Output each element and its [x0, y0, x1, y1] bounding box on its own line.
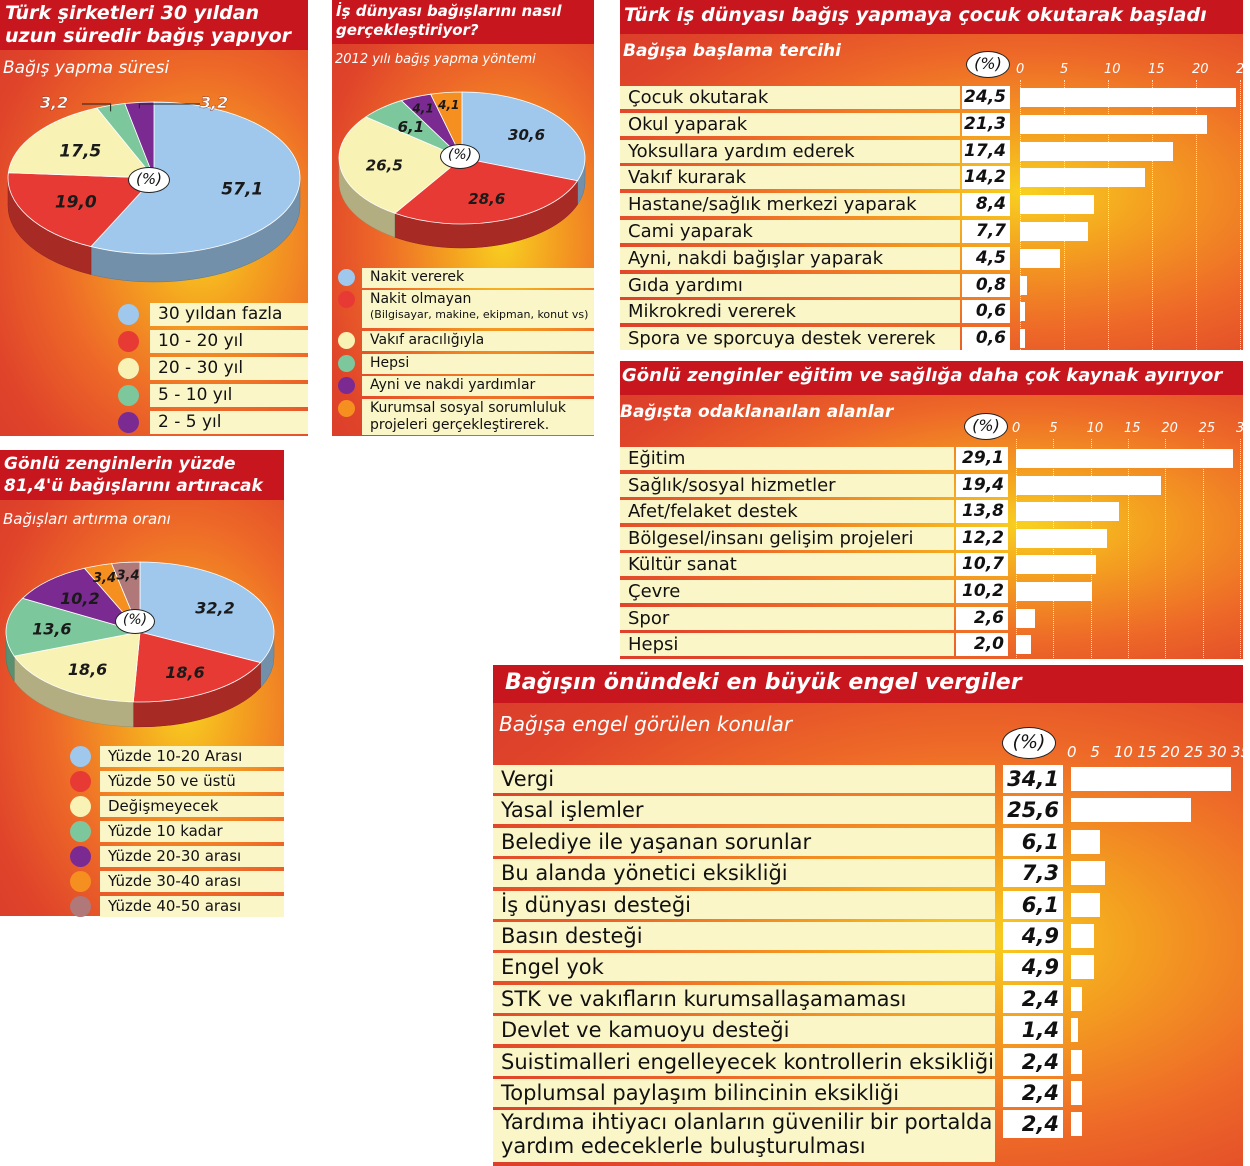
value-label: 4,5: [962, 247, 1010, 270]
bar: [1020, 115, 1207, 134]
legend-label: 30 yıldan fazla: [150, 303, 308, 326]
x-tick-label: 5: [1090, 743, 1100, 761]
category-label: Devlet ve kamuoyu desteği: [493, 1016, 995, 1044]
bar: [1016, 529, 1107, 548]
legend-label: Nakit olmayan (Bilgisayar, makine, ekipman, konut vs): [362, 290, 594, 328]
value-label: 2,0: [956, 633, 1008, 656]
legend-swatch: [338, 332, 355, 349]
pie-value-label-4: 10,2: [60, 589, 100, 609]
legend-label: Hepsi: [362, 354, 594, 374]
bar-row: [493, 1079, 1243, 1107]
category-label: Engel yok: [493, 953, 995, 981]
legend-row: [0, 357, 308, 380]
bar-row: [620, 86, 1243, 109]
value-label: 25,6: [1003, 796, 1063, 824]
category-label: Yardıma ihtiyacı olanların güvenilir bir portalda yardım edeceklerle buluşturulması: [493, 1110, 995, 1162]
legend-row: [0, 846, 284, 867]
category-label: Suistimalleri engelleyecek kontrollerin eksikliği: [493, 1048, 995, 1076]
category-label: Çocuk okutarak: [620, 86, 960, 109]
bar-row: [493, 1016, 1243, 1044]
x-tick-label: 0: [1012, 421, 1021, 436]
bar: [1071, 1018, 1078, 1042]
pie2-unit-label: (%): [440, 144, 480, 169]
bar-row: [620, 527, 1243, 550]
bar1-title-text: Türk iş dünyası bağış yapmaya çocuk okutarak başladı: [624, 4, 1207, 26]
bar: [1071, 1050, 1082, 1074]
bar: [1020, 249, 1060, 268]
bar: [1071, 1081, 1082, 1105]
legend-row: [0, 896, 284, 917]
bar-row: [620, 193, 1243, 216]
legend-label: Yüzde 50 ve üstü: [100, 771, 284, 792]
pie-panel-duration: [0, 0, 308, 436]
bar-row: [620, 633, 1243, 656]
bar-row: [620, 500, 1243, 523]
category-label: Sağlık/sosyal hizmetler: [620, 474, 954, 497]
bar-row: [620, 166, 1243, 189]
pie2-chart: [332, 78, 594, 263]
legend-row: [332, 376, 594, 396]
legend-label: Ayni ve nakdi yardımlar: [362, 376, 594, 396]
category-label: Belediye ile yaşanan sorunlar: [493, 828, 995, 856]
pie-value-label-3: 6,1: [397, 117, 425, 136]
bar-row: [493, 985, 1243, 1013]
category-label: Spora ve sporcuya destek vererek: [620, 327, 960, 350]
bar: [1016, 635, 1031, 654]
x-tick-label: 25: [1184, 743, 1204, 761]
bar: [1071, 893, 1100, 917]
value-label: 0,8: [962, 274, 1010, 297]
legend-row: [0, 821, 284, 842]
pie-value-label-4: 4,1: [412, 101, 434, 116]
value-label: 12,2: [956, 527, 1008, 550]
category-label: Hastane/sağlık merkezi yaparak: [620, 193, 960, 216]
bar: [1016, 476, 1161, 495]
pie-panel-increase: [0, 450, 284, 916]
x-tick-label: 20: [1160, 743, 1180, 761]
pie2-title: [332, 0, 594, 44]
bar-row: [620, 580, 1243, 603]
legend-row: [0, 384, 308, 407]
bar-panel-focus: [620, 361, 1243, 659]
bar: [1016, 449, 1233, 468]
legend-row: [0, 746, 284, 767]
bar1-subtitle: Bağışa başlama tercihi: [623, 41, 841, 61]
legend-label: Kurumsal sosyal sorumluluk projeleri gerçekleştirerek.: [362, 399, 594, 435]
legend-swatch: [70, 746, 91, 767]
value-label: 10,2: [956, 580, 1008, 603]
bar-row: [493, 953, 1243, 981]
value-label: 10,7: [956, 553, 1008, 576]
bar: [1016, 555, 1096, 574]
legend-label: 20 - 30 yıl: [150, 357, 308, 380]
legend-swatch: [118, 358, 139, 379]
bar: [1020, 168, 1145, 187]
legend-label: 2 - 5 yıl: [150, 411, 308, 434]
bar: [1071, 830, 1100, 854]
bar: [1071, 861, 1105, 885]
bar2-plot: [620, 361, 1243, 659]
pie1-unit-label: (%): [128, 167, 170, 193]
x-tick-label: 0: [1016, 62, 1025, 77]
category-label: Kültür sanat: [620, 553, 954, 576]
bar: [1016, 502, 1119, 521]
category-label: Afet/felaket destek: [620, 500, 954, 523]
value-label: 14,2: [962, 166, 1010, 189]
bar2-subtitle: Bağışta odaklanaılan alanlar: [620, 402, 894, 422]
bar-row: [620, 327, 1243, 350]
pie1-subtitle: Bağış yapma süresi: [3, 58, 170, 78]
value-label: 2,4: [1003, 985, 1063, 1013]
pie3-chart: [0, 548, 284, 738]
bar-row: [620, 113, 1243, 136]
bar-row: [493, 859, 1243, 887]
bar-row: [620, 447, 1243, 470]
pie-value-label-3: 13,6: [32, 619, 72, 639]
category-label: Gıda yardımı: [620, 274, 960, 297]
value-label: 0,6: [962, 300, 1010, 323]
legend-row: [0, 771, 284, 792]
bar-row: [493, 922, 1243, 950]
legend-row: [0, 871, 284, 892]
pie-value-label-0: 32,2: [195, 598, 235, 618]
bar: [1020, 329, 1025, 348]
x-tick-label: 15: [1137, 743, 1157, 761]
bar-row: [493, 891, 1243, 919]
pie-value-label-6: 3,4: [116, 568, 140, 584]
legend-row: [332, 399, 594, 435]
legend-swatch: [118, 412, 139, 433]
legend-swatch: [70, 871, 91, 892]
value-label: 2,4: [1003, 1048, 1063, 1076]
bar: [1020, 276, 1027, 295]
legend-label: 5 - 10 yıl: [150, 384, 308, 407]
category-label: İş dünyası desteği: [493, 891, 995, 919]
pie1-title-text: Türk şirketleri 30 yıldan uzun süredir bağış yapıyor: [5, 2, 292, 47]
value-label: 1,4: [1003, 1016, 1063, 1044]
bar3-title-text: Bağışın önündeki en büyük engel vergiler: [505, 670, 1022, 695]
bar: [1071, 924, 1094, 948]
x-tick-label: 5: [1049, 421, 1058, 436]
bar3-subtitle: Bağışa engel görülen konular: [499, 712, 793, 736]
legend-label: Vakıf aracılığıyla: [362, 331, 594, 351]
legend-row: [332, 290, 594, 328]
legend-swatch: [70, 771, 91, 792]
bar: [1020, 195, 1094, 214]
bar1-plot: [620, 0, 1243, 350]
category-label: Hepsi: [620, 633, 954, 656]
value-label: 2,6: [956, 607, 1008, 630]
category-label: STK ve vakıfların kurumsallaşamaması: [493, 985, 995, 1013]
bar: [1016, 609, 1035, 628]
category-label: Yasal işlemler: [493, 796, 995, 824]
pie2-subtitle: 2012 yılı bağış yapma yöntemi: [335, 52, 536, 67]
legend-row: [0, 411, 308, 434]
category-label: Cami yaparak: [620, 220, 960, 243]
legend-label: Yüzde 10 kadar: [100, 821, 284, 842]
bar: [1020, 222, 1088, 241]
legend-swatch: [338, 400, 355, 417]
value-label: 29,1: [956, 447, 1008, 470]
bar-panel-obstacles: [493, 665, 1250, 1166]
pie2-title-text: İş dünyası bağışlarını nasıl gerçekleştiriyor?: [336, 2, 562, 39]
legend-label: Değişmeyecek: [100, 796, 284, 817]
bar-row: [620, 220, 1243, 243]
pie-value-label-2: 26,5: [365, 156, 403, 175]
x-tick-label: 15: [1148, 62, 1165, 77]
bar-row: [620, 474, 1243, 497]
x-tick-label: 0: [1067, 743, 1077, 761]
legend-row: [332, 268, 594, 288]
value-label: 13,8: [956, 500, 1008, 523]
value-label: 2,4: [1003, 1110, 1063, 1138]
value-label: 2,4: [1003, 1079, 1063, 1107]
legend-row: [0, 796, 284, 817]
bar-row: [493, 1110, 1243, 1162]
bar: [1020, 88, 1236, 107]
bar2-title-text: Gönlü zenginler eğitim ve sağlığa daha çok kaynak ayırıyor: [622, 365, 1223, 386]
pie-value-label-2: 18,6: [67, 660, 108, 680]
bar-row: [493, 1048, 1243, 1076]
category-label: Okul yaparak: [620, 113, 960, 136]
bar3-plot: [493, 665, 1250, 1166]
x-tick-label: 35: [1231, 743, 1250, 761]
bar-panel-start: [620, 0, 1243, 350]
legend-label: Yüzde 20-30 arası: [100, 846, 284, 867]
pie1-title: [0, 0, 308, 50]
legend-label: Yüzde 10-20 Arası: [100, 746, 284, 767]
bar: [1020, 142, 1173, 161]
bar-row: [620, 274, 1243, 297]
bar: [1071, 987, 1082, 1011]
legend-swatch: [70, 846, 91, 867]
legend-row: [0, 303, 308, 326]
value-label: 24,5: [962, 86, 1010, 109]
bar-row: [620, 140, 1243, 163]
x-tick-label: 25: [1198, 421, 1216, 436]
bar: [1020, 302, 1025, 321]
category-label: Eğitim: [620, 447, 954, 470]
pie-value-label-5: 4,1: [438, 98, 460, 113]
pie3-unit-label: (%): [115, 609, 155, 634]
value-label: 21,3: [962, 113, 1010, 136]
value-label: 6,1: [1003, 828, 1063, 856]
category-label: Vakıf kurarak: [620, 166, 960, 189]
legend-swatch: [338, 355, 355, 372]
pie3-title: [0, 450, 284, 500]
bar-row: [620, 553, 1243, 576]
legend-swatch: [338, 291, 355, 308]
value-label: 34,1: [1003, 765, 1063, 793]
category-label: Basın desteği: [493, 922, 995, 950]
bar: [1016, 582, 1092, 601]
pie3-subtitle: Bağışları artırma oranı: [3, 510, 171, 528]
bar: [1071, 767, 1231, 791]
bar-row: [493, 765, 1243, 793]
legend-swatch: [338, 269, 355, 286]
pie-value-label-3: 3,2: [39, 93, 69, 112]
legend-label: Nakit vererek: [362, 268, 594, 288]
x-tick-label: 20: [1161, 421, 1178, 436]
legend-note: (Bilgisayar, makine, ekipman, konut vs): [370, 308, 589, 321]
legend-swatch: [338, 377, 355, 394]
pie-value-label-1: 18,6: [165, 662, 205, 682]
category-label: Bölgesel/insanı gelişim projeleri: [620, 527, 954, 550]
legend-row: [332, 331, 594, 351]
legend-swatch: [70, 796, 91, 817]
pie-value-label-4: 3,2: [199, 93, 229, 112]
bar3-unit-label: (%): [1002, 727, 1056, 759]
bar-row: [493, 828, 1243, 856]
bar: [1071, 798, 1191, 822]
bar1-unit-label: (%): [966, 51, 1010, 78]
value-label: 19,4: [956, 474, 1008, 497]
x-tick-label: 30: [1207, 743, 1227, 761]
pie-value-label-0: 30,6: [508, 125, 546, 144]
value-label: 6,1: [1003, 891, 1063, 919]
category-label: Bu alanda yönetici eksikliği: [493, 859, 995, 887]
pie-value-label-5: 3,4: [93, 571, 117, 587]
x-tick-label: 10: [1104, 62, 1121, 77]
category-label: Mikrokredi vererek: [620, 300, 960, 323]
value-label: 8,4: [962, 193, 1010, 216]
bar2-unit-label: (%): [964, 413, 1008, 440]
bar: [1071, 1112, 1082, 1136]
pie-value-label-1: 28,6: [468, 190, 506, 209]
category-label: Vergi: [493, 765, 995, 793]
bar-row: [620, 300, 1243, 323]
bar-row: [493, 796, 1243, 824]
value-label: 7,7: [962, 220, 1010, 243]
category-label: Spor: [620, 607, 954, 630]
value-label: 17,4: [962, 140, 1010, 163]
category-label: Yoksullara yardım ederek: [620, 140, 960, 163]
x-tick-label: 5: [1060, 62, 1069, 77]
pie-panel-method: [332, 0, 594, 436]
x-tick-label: 2: [1236, 62, 1245, 77]
legend-row: [332, 354, 594, 374]
legend-swatch: [118, 331, 139, 352]
legend-label: Yüzde 40-50 arası: [100, 896, 284, 917]
value-label: 4,9: [1003, 953, 1063, 981]
x-tick-label: 3: [1236, 421, 1245, 436]
x-tick-label: 10: [1086, 421, 1104, 436]
legend-label: Yüzde 30-40 arası: [100, 871, 284, 892]
bar: [1071, 955, 1094, 979]
pie1-chart: [0, 90, 308, 300]
pie-value-label-1: 19,0: [54, 192, 97, 213]
category-label: Toplumsal paylaşım bilincinin eksikliği: [493, 1079, 995, 1107]
x-tick-label: 20: [1192, 62, 1209, 77]
category-label: Çevre: [620, 580, 954, 603]
legend-swatch: [118, 304, 139, 325]
bar-row: [620, 247, 1243, 270]
legend-label: 10 - 20 yıl: [150, 330, 308, 353]
value-label: 0,6: [962, 327, 1010, 350]
pie-value-label-0: 57,1: [221, 179, 264, 200]
pie3-title-text: Gönlü zenginlerin yüzde 81,4'ü bağışlarını artıracak: [4, 454, 263, 496]
legend-swatch: [70, 896, 91, 917]
value-label: 7,3: [1003, 859, 1063, 887]
legend-swatch: [118, 385, 139, 406]
x-tick-label: 10: [1113, 743, 1133, 761]
legend-row: [0, 330, 308, 353]
legend-swatch: [70, 821, 91, 842]
pie-value-label-2: 17,5: [59, 141, 102, 162]
bar-row: [620, 607, 1243, 630]
category-label: Ayni, nakdi bağışlar yaparak: [620, 247, 960, 270]
x-tick-label: 15: [1124, 421, 1141, 436]
value-label: 4,9: [1003, 922, 1063, 950]
